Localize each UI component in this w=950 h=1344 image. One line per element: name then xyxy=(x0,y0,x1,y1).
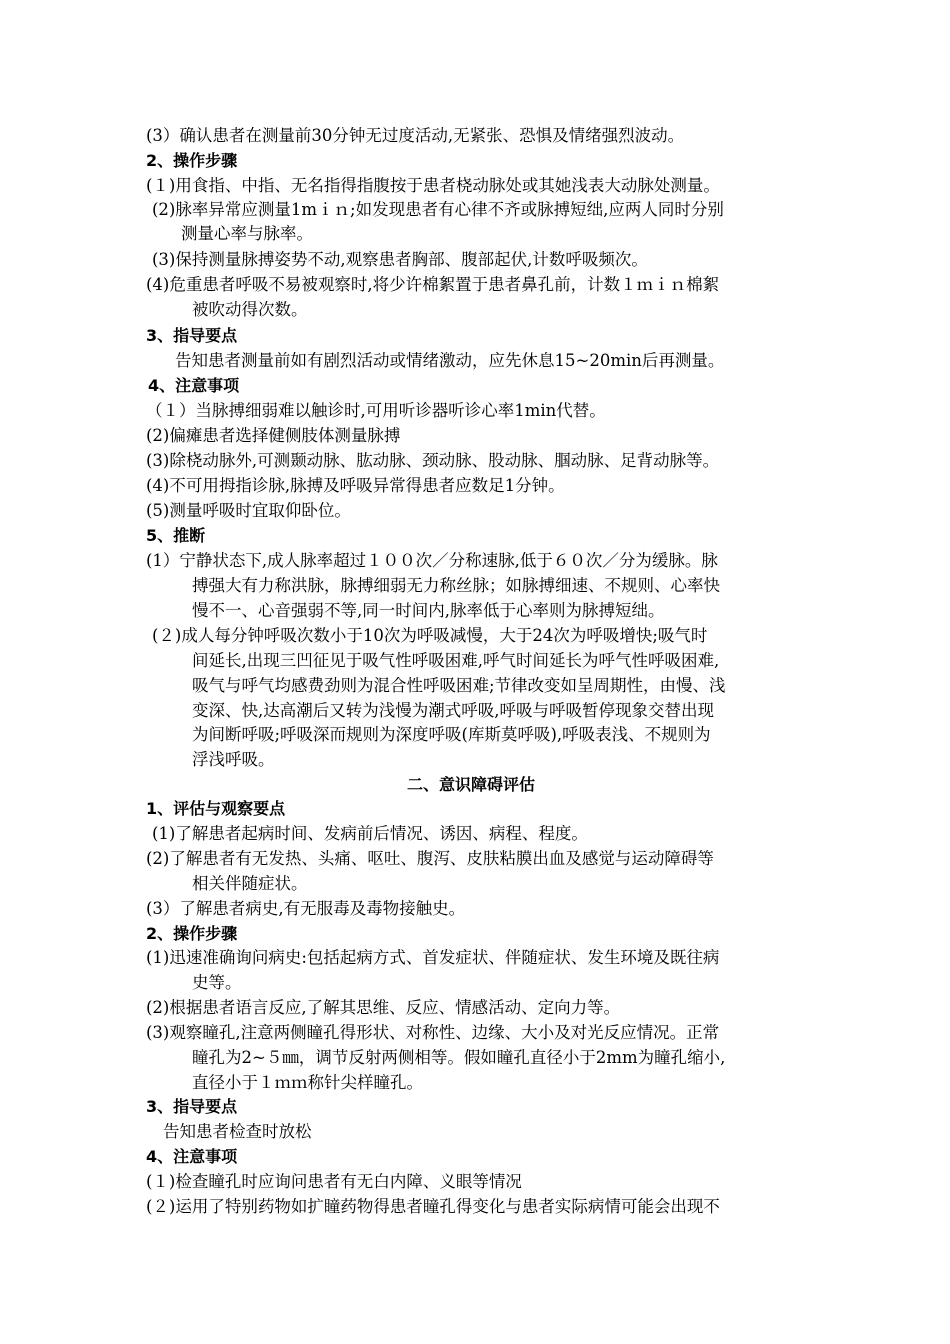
text-line: (3)观察瞳孔,注意两侧瞳孔得形状、对称性、边缘、大小及对光反应情况。正常 xyxy=(146,1023,720,1042)
text-line: (２)运用了特别药物如扩瞳药物得患者瞳孔得变化与患者实际病情可能会出现不 xyxy=(146,1197,720,1216)
section-heading: 3、指导要点 xyxy=(146,326,238,345)
text-line: 史等。 xyxy=(192,973,242,992)
section-heading: 4、注意事项 xyxy=(148,376,240,395)
text-line: (1)了解患者起病时间、发病前后情况、诱因、病程、程度。 xyxy=(152,824,588,843)
text-line: (2)偏瘫患者选择健侧肢体测量脉搏 xyxy=(146,426,401,445)
section-heading: 3、指导要点 xyxy=(146,1097,238,1116)
text-line: 为间断呼吸;呼吸深而规则为深度呼吸(库斯莫呼吸),呼吸表浅、不规则为 xyxy=(192,725,711,744)
text-line: 直径小于１ｍｍ称针尖样瞳孔。 xyxy=(192,1073,423,1092)
text-line: 瞳孔为2~５㎜，调节反射两侧相等。假如瞳孔直径小于2mm为瞳孔缩小, xyxy=(192,1048,726,1067)
section-heading: 4、注意事项 xyxy=(146,1147,238,1166)
text-line: 测量心率与脉率。 xyxy=(181,224,313,243)
text-line: (１)用食指、中指、无名指得指腹按于患者桡动脉处或其她浅表大动脉处测量。 xyxy=(146,176,720,195)
text-line: (2)了解患者有无发热、头痛、呕吐、腹泻、皮肤粘膜出血及感觉与运动障碍等 xyxy=(146,849,714,868)
section-heading: 二、意识障碍评估 xyxy=(407,775,536,794)
text-line: 慢不一、心音强弱不等,同一时间内,脉率低于心率则为脉搏短绌。 xyxy=(192,601,665,620)
text-line: 间延长,出现三凹征见于吸气性呼吸困难,呼气时间延长为呼气性呼吸困难, xyxy=(192,651,720,670)
text-line: (２)成人每分钟呼吸次数小于10次为呼吸减慢，大于24次为呼吸增快;吸气时 xyxy=(152,626,708,645)
text-line: (2)根据患者语言反应,了解其思维、反应、情感活动、定向力等。 xyxy=(146,998,621,1017)
text-line: (4)危重患者呼吸不易被观察时,将少许棉絮置于患者鼻孔前，计数１ｍｉｎ棉絮 xyxy=(146,275,720,294)
text-line: (3）了解患者病史,有无服毒及毒物接触史。 xyxy=(146,899,466,918)
text-line: (3)除桡动脉外,可测颞动脉、肱动脉、颈动脉、股动脉、腘动脉、足背动脉等。 xyxy=(146,451,720,470)
text-line: (5)测量呼吸时宜取仰卧位。 xyxy=(146,501,351,520)
text-line: 被吹动得次数。 xyxy=(192,300,308,319)
text-line: (4)不可用拇指诊脉,脉搏及呼吸异常得患者应数足1分钟。 xyxy=(146,476,565,495)
section-heading: 1、评估与观察要点 xyxy=(146,799,286,818)
text-line: (１)检查瞳孔时应询问患者有无白内障、义眼等情况 xyxy=(146,1172,522,1191)
text-line: (1)迅速准确询问病史:包括起病方式、首发症状、伴随症状、发生环境及既往病 xyxy=(146,948,720,967)
text-line: 相关伴随症状。 xyxy=(192,874,308,893)
text-line: 变深、快,达高潮后又转为浅慢为潮式呼吸,呼吸与呼吸暂停现象交替出现 xyxy=(192,701,714,720)
section-heading: 2、操作步骤 xyxy=(146,924,238,943)
text-line: 浮浅呼吸。 xyxy=(192,750,275,769)
text-line: (3)保持测量脉搏姿势不动,观察患者胸部、腹部起伏,计数呼吸频次。 xyxy=(152,250,648,269)
text-line: 搏强大有力称洪脉，脉搏细弱无力称丝脉；如脉搏细速、不规则、心率快 xyxy=(192,576,720,595)
text-line: （１）当脉搏细弱难以触诊时,可用听诊器听诊心率1min代替。 xyxy=(146,401,606,420)
text-line: (1）宁静状态下,成人脉率超过１００次／分称速脉,低于６０次／分为缓脉。脉 xyxy=(146,551,718,570)
text-line: 告知患者测量前如有剧烈活动或情绪激动，应先休息15~20min后再测量。 xyxy=(175,351,725,370)
text-line: 告知患者检查时放松 xyxy=(163,1122,312,1141)
text-line: (2)脉率异常应测量1mｉｎ;如发现患者有心律不齐或脉搏短绌,应两人同时分别 xyxy=(152,200,724,219)
section-heading: 2、操作步骤 xyxy=(146,151,238,170)
text-line: 吸气与呼气均感费劲则为混合性呼吸困难;节律改变如呈周期性，由慢、浅 xyxy=(192,676,726,695)
section-heading: 5、推断 xyxy=(146,526,206,545)
text-line: (3）确认患者在测量前30分钟无过度活动,无紧张、恐惧及情绪强烈波动。 xyxy=(146,126,685,145)
